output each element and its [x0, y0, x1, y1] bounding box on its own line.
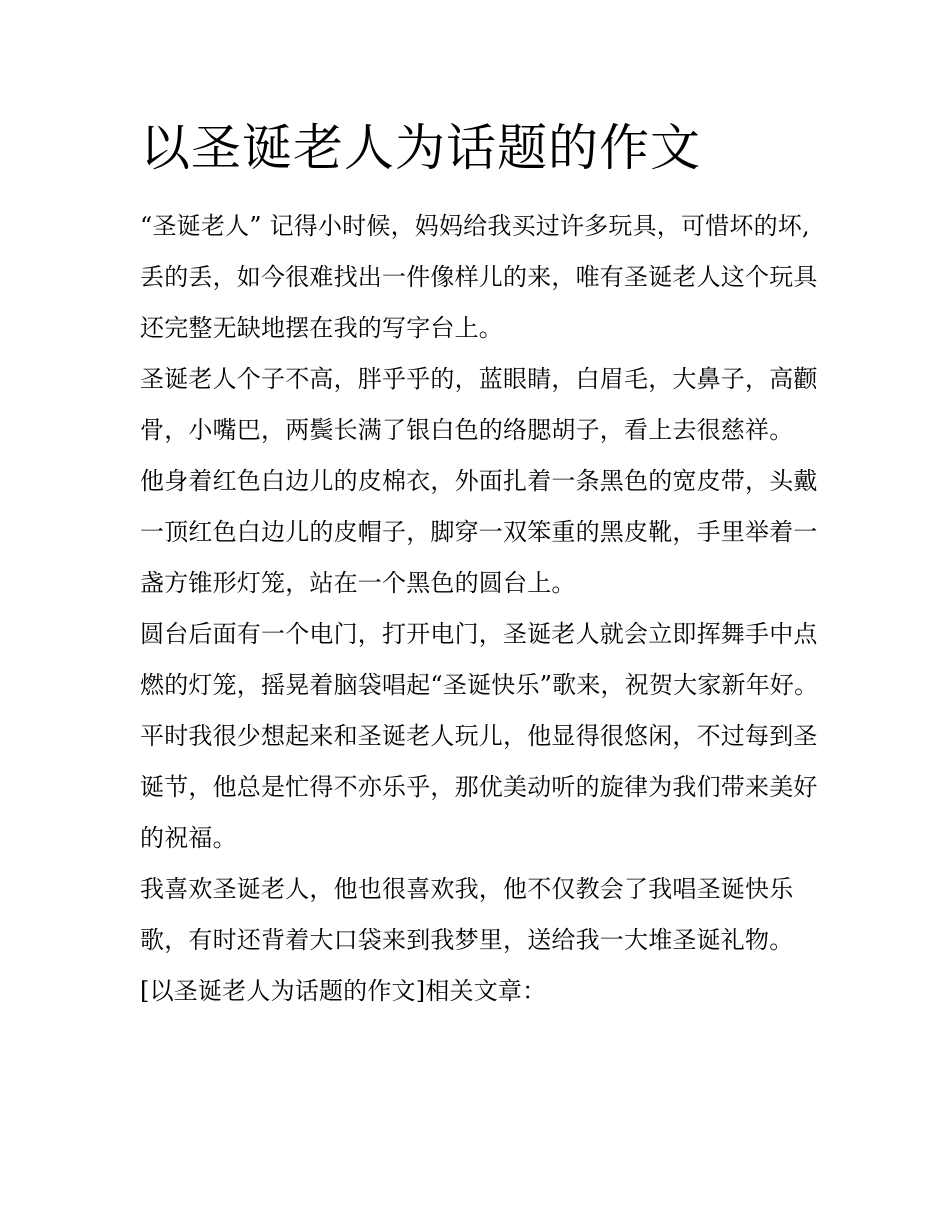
- document-body: [140, 201, 830, 1017]
- paragraph-4: 圆台后面有一个电门，打开电门，圣诞老人就会立即挥舞手中点燃的灯笼，摇晃着脑袋唱起“圣诞快乐”歌来，祝贺大家新年好。: [140, 620, 819, 699]
- paragraph-5: 平时我很少想起来和圣诞老人玩儿，他显得很悠闲，不过每到圣诞节，他总是忙得不亦乐乎，那优美动听的旋律为我们带来美好的祝福。: [140, 722, 818, 852]
- document-page: [140, 115, 830, 1017]
- related-articles-heading: [以圣诞老人为话题的作文]相关文章：: [140, 977, 547, 1005]
- paragraph-2: 圣诞老人个子不高，胖乎乎的，蓝眼睛，白眉毛，大鼻子，高颧骨，小嘴巴，两鬓长满了银白色的络腮胡子，看上去很慈祥。: [140, 365, 818, 444]
- paragraph-1: “圣诞老人” 记得小时候，妈妈给我买过许多玩具，可惜坏的坏,丢的丢，如今很难找出一件像样儿的来，唯有圣诞老人这个玩具还完整无缺地摆在我的写字台上。: [140, 212, 818, 342]
- document-title: 以圣诞老人为话题的作文: [140, 119, 701, 177]
- paragraph-6: 我喜欢圣诞老人，他也很喜欢我，他不仅教会了我唱圣诞快乐歌，有时还背着大口袋来到我梦里，送给我一大堆圣诞礼物。: [140, 875, 794, 954]
- paragraph-3: 他身着红色白边儿的皮棉衣，外面扎着一条黑色的宽皮带，头戴一顶红色白边儿的皮帽子，脚穿一双笨重的黑皮靴，手里举着一盏方锥形灯笼，站在一个黑色的圆台上。: [140, 467, 818, 597]
